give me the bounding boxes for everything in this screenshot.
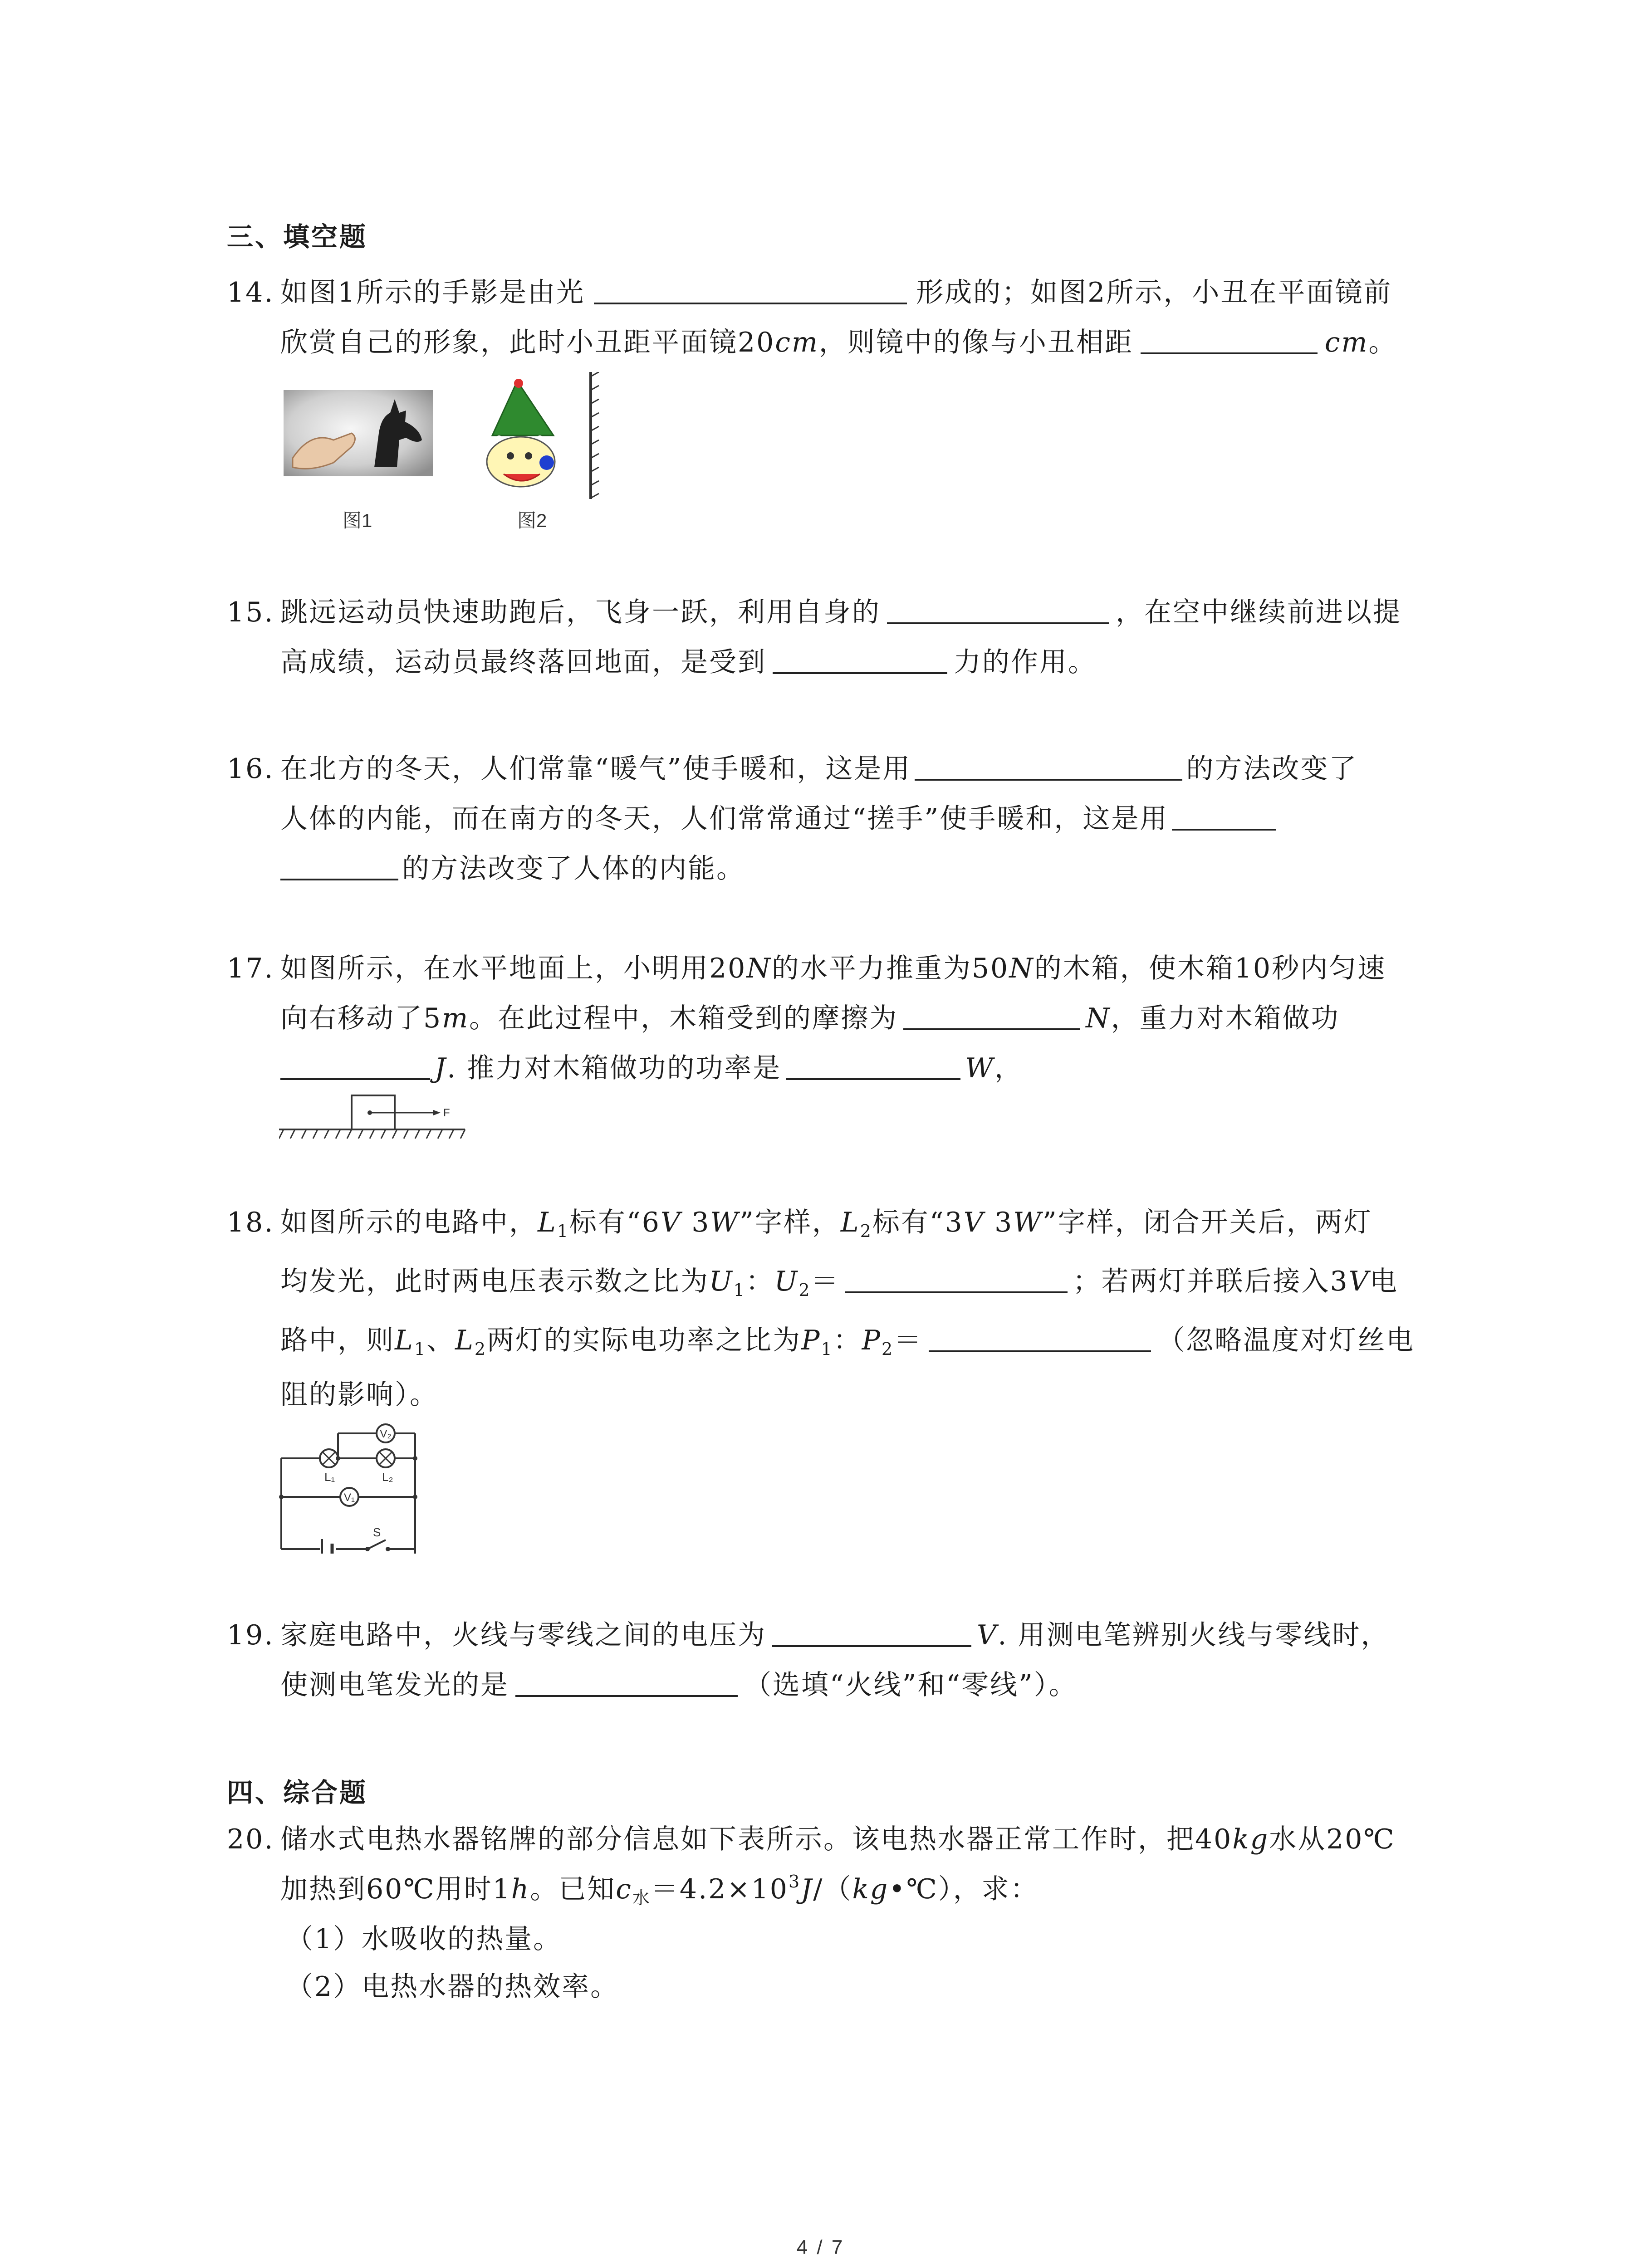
question-number: 20.: [227, 1823, 274, 1855]
q16-text: 的方法改变了人体的内能。: [402, 853, 745, 885]
answer-blank[interactable]: [1141, 324, 1318, 354]
q20-text: 储水式电热水器铭牌的部分信息如下表所示。该电热水器正常工作时，把40: [280, 1823, 1233, 1855]
q18-line4: [280, 1374, 438, 1415]
unit-v: V: [660, 1207, 682, 1238]
subscript: 1: [733, 1280, 746, 1300]
q19-text: 使测电笔发光的是: [280, 1669, 509, 1701]
q18-text: 如图所示的电路中，: [280, 1207, 538, 1238]
question-number: 14.: [227, 277, 274, 308]
superscript: 3: [788, 1872, 801, 1892]
answer-blank[interactable]: [845, 1263, 1068, 1293]
q15-text: 高成绩，运动员最终落回地面，是受到: [280, 646, 766, 678]
question-number: 19.: [227, 1619, 274, 1651]
question-number: 16.: [227, 753, 274, 785]
unit-j: J: [435, 1052, 447, 1084]
lamp-l1: [320, 1449, 338, 1467]
q16-line1: [227, 748, 1357, 789]
unit-v: V: [963, 1207, 985, 1238]
q17-text: 的水平力推重为50: [771, 953, 1009, 984]
q15-text: 跳远运动员快速助跑后，飞身一跃，利用自身的: [280, 596, 881, 628]
q18-text: ：: [745, 1266, 774, 1297]
l1-label: L₁: [324, 1470, 335, 1484]
q17-text: 的木箱，使木箱10秒内匀速: [1034, 953, 1386, 984]
q17-text: 向右移动了5: [280, 1002, 442, 1034]
figure-1-caption: 图1: [343, 510, 372, 531]
symbol-l: L: [455, 1325, 475, 1356]
symbol-c: c: [616, 1873, 632, 1905]
q15-text: ，在空中继续前进以提: [1116, 596, 1401, 628]
q18-line1: [227, 1202, 1372, 1243]
q20-text: ＝4.2×10: [651, 1873, 789, 1905]
answer-blank[interactable]: [929, 1322, 1151, 1352]
force-label: F: [443, 1107, 450, 1119]
q15-line1: [227, 592, 1401, 633]
q19-line1: [227, 1615, 1390, 1656]
lamp-l2: [377, 1449, 395, 1467]
answer-blank[interactable]: [1172, 801, 1276, 831]
v2-label: V₂: [380, 1428, 392, 1440]
unit-v: V: [977, 1619, 998, 1651]
q18-text: 电: [1370, 1266, 1399, 1297]
q20-text: 加热到60℃用时1: [280, 1873, 511, 1905]
circuit-diagram: [277, 1418, 426, 1554]
q18-text: （忽略温度对灯丝电: [1157, 1325, 1415, 1356]
q17-line2: [280, 998, 1340, 1039]
q18-line2: [280, 1261, 1398, 1302]
q18-text: 均发光，此时两电压表示数之比为: [280, 1266, 709, 1297]
q19-text: . 用测电笔辨别火线与零线时，: [998, 1619, 1390, 1651]
q18-text: 两灯的实际电功率之比为: [487, 1325, 802, 1356]
v1-label: V₁: [343, 1491, 355, 1504]
l2-label: L₂: [382, 1470, 393, 1484]
unit-cm: cm: [775, 327, 819, 358]
page-number: 4 / 7: [796, 2236, 845, 2258]
switch-label: S: [373, 1525, 381, 1539]
q18-text: 路中，则: [280, 1325, 395, 1356]
q19-text: 家庭电路中，火线与零线之间的电压为: [280, 1619, 766, 1651]
q14-text: 欣赏自己的形象，此时小丑距平面镜20: [280, 327, 775, 358]
q14-text: 形成的；如图2所示，小丑在平面镜前: [916, 277, 1392, 308]
q16-text: 人体的内能，而在南方的冬天，人们常常通过“搓手”使手暖和，这是用: [280, 803, 1169, 835]
q15-line2: [280, 642, 1097, 683]
subscript: 2: [860, 1221, 872, 1241]
unit-w: W: [710, 1207, 740, 1238]
q18-text: ”字样，闭合开关后，两灯: [1043, 1207, 1372, 1238]
q20-line2: [280, 1869, 1039, 1910]
q17-text: ，重力对木箱做功: [1111, 1002, 1340, 1034]
answer-blank[interactable]: [280, 1050, 430, 1080]
unit-cm: cm: [1324, 327, 1369, 358]
q15-text: 力的作用。: [954, 646, 1097, 678]
question-number: 18.: [227, 1207, 274, 1238]
symbol-l: L: [395, 1325, 414, 1356]
q20-item-2: （2）电热水器的热效率。: [286, 1971, 619, 2003]
q17-text: 。在此过程中，木箱受到的摩擦为: [469, 1002, 898, 1034]
answer-blank[interactable]: [786, 1050, 960, 1080]
clown-mirror-figure: [472, 372, 612, 499]
q17-text: 如图所示，在水平地面上，小明用20: [280, 953, 747, 984]
subscript: 2: [882, 1339, 894, 1359]
unit-v: V: [1348, 1266, 1370, 1297]
answer-blank-continued[interactable]: [280, 850, 398, 880]
q16-line3: [280, 848, 745, 889]
q14-line1: [227, 272, 1392, 313]
answer-blank[interactable]: [903, 1000, 1080, 1030]
section-title-comprehensive: 四、综合题: [227, 1777, 368, 1808]
unit-m: m: [442, 1002, 470, 1034]
subscript: 2: [798, 1280, 811, 1300]
q17-line1: [227, 948, 1386, 989]
answer-blank[interactable]: [594, 274, 907, 304]
answer-blank[interactable]: [515, 1667, 738, 1697]
q18-text: 、: [426, 1325, 456, 1356]
symbol-l: L: [840, 1207, 860, 1238]
q20-item-1: （1）水吸收的热量。: [286, 1923, 562, 1955]
q20-line1: [227, 1819, 1396, 1860]
unit-kg: kg: [1232, 1823, 1269, 1855]
q16-line2: [280, 798, 1276, 839]
symbol-u: U: [709, 1266, 734, 1297]
q18-line3: [280, 1320, 1415, 1361]
subscript: 1: [557, 1221, 570, 1241]
q17-text: . 推力对木箱做功的功率是: [447, 1052, 782, 1084]
unit-n: N: [746, 953, 772, 984]
unit-w: W: [1013, 1207, 1043, 1238]
section-title-fill-blank: 三、填空题: [227, 221, 368, 252]
q20-text: •℃），求：: [889, 1873, 1039, 1905]
unit-kg: kg: [852, 1873, 889, 1905]
answer-blank[interactable]: [887, 594, 1109, 624]
q14-text: ，则镜中的像与小丑相距: [818, 327, 1133, 358]
figure-2-caption: 图2: [517, 510, 547, 531]
unit-w: W: [965, 1052, 994, 1084]
q18-text: 标有“6: [569, 1207, 661, 1238]
q18-text: ：: [833, 1325, 862, 1356]
answer-blank[interactable]: [915, 751, 1182, 781]
subscript-water: 水: [632, 1888, 651, 1908]
subscript: 1: [821, 1339, 833, 1359]
q14-text: 。: [1368, 327, 1397, 358]
q17-line3: [280, 1048, 1023, 1089]
box-on-ground-figure: [279, 1091, 470, 1141]
q17-text: ，: [994, 1052, 1023, 1084]
q18-text: 3: [681, 1207, 710, 1238]
q18-text: ；若两灯并联后接入3: [1073, 1266, 1349, 1297]
q18-text: ＝: [894, 1325, 923, 1356]
q18-text: 阻的影响）。: [280, 1379, 438, 1411]
unit-n: N: [1086, 1002, 1111, 1034]
q20-text: /（: [813, 1873, 852, 1905]
q19-line2: [280, 1665, 1078, 1706]
question-number: 15.: [227, 596, 274, 628]
unit-h: h: [511, 1873, 530, 1905]
q18-text: ”字样，: [740, 1207, 841, 1238]
q18-text: 标有“3: [872, 1207, 964, 1238]
subscript: 1: [414, 1339, 427, 1359]
q20-text: 。已知: [530, 1873, 616, 1905]
q16-text: 的方法改变了: [1186, 753, 1358, 785]
symbol-p: P: [801, 1325, 821, 1356]
q19-text: （选填“火线”和“零线”）。: [744, 1669, 1078, 1701]
hand-shadow-figure: [284, 390, 433, 476]
q18-text: ＝: [811, 1266, 840, 1297]
symbol-u: U: [774, 1266, 799, 1297]
q14-text: 如图1所示的手影是由光: [280, 277, 585, 308]
q14-line2: [280, 322, 1397, 363]
symbol-l: L: [538, 1207, 557, 1238]
answer-blank[interactable]: [772, 1617, 971, 1647]
symbol-p: P: [862, 1325, 882, 1356]
q18-text: 3: [985, 1207, 1014, 1238]
unit-j: J: [801, 1873, 813, 1905]
unit-n: N: [1009, 953, 1034, 984]
q20-text: 水从20℃: [1269, 1823, 1396, 1855]
answer-blank[interactable]: [773, 644, 947, 674]
question-number: 17.: [227, 953, 274, 984]
subscript: 2: [474, 1339, 487, 1359]
q16-text: 在北方的冬天，人们常靠“暖气”使手暖和，这是用: [280, 753, 911, 785]
